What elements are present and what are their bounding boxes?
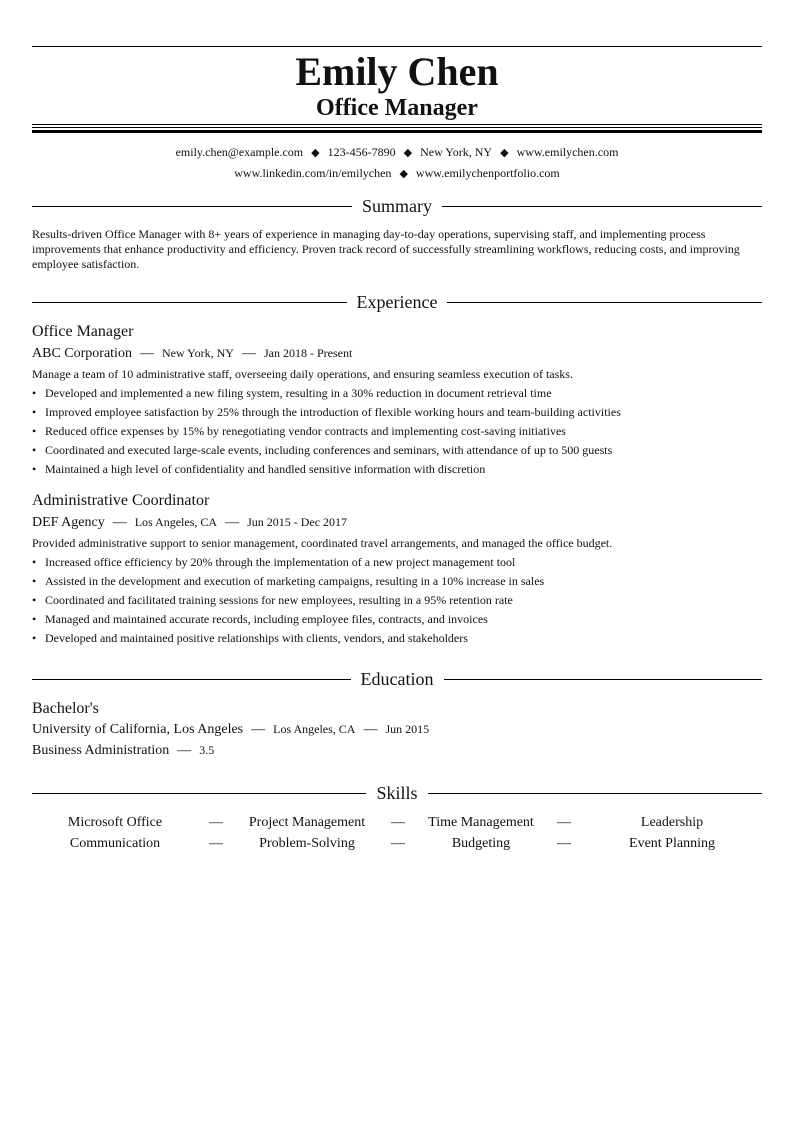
job-meta: ABC Corporation — New York, NY — Jan 2018 - Present [32, 346, 353, 361]
job-dates: Jan 2018 - Present [263, 346, 353, 360]
list-item: • Reduced office expenses by 15% by renegotiating vendor contracts and implementing cost-saving initiatives [32, 422, 762, 441]
bullet-icon: • [32, 574, 37, 588]
skill-item: Microsoft Office [67, 814, 163, 830]
job-description: Manage a team of 10 administrative staff, overseeing daily operations, and ensuring seamless execution of tasks. [32, 367, 573, 381]
bullet-icon: • [32, 593, 37, 607]
job-location: New York, NY [161, 346, 234, 360]
contact-line-2 [32, 163, 762, 184]
job-bullets [32, 384, 762, 479]
job-title: Office Manager [32, 323, 134, 340]
experience-heading [32, 290, 762, 314]
contact-location: New York, NY [420, 145, 493, 159]
education-school: University of California, Los Angeles [32, 722, 244, 737]
contact-phone: 123-456-7890 [327, 145, 396, 159]
education-field-line: Business Administration — 3.5 [32, 743, 215, 758]
skill-item: Event Planning [629, 835, 715, 851]
job-meta: DEF Agency — Los Angeles, CA — Jun 2015 - Dec 2017 [32, 515, 348, 530]
skill-item: Budgeting [451, 835, 511, 851]
diamond-separator-icon: ◆ [500, 147, 509, 159]
education-school-line: University of California, Los Angeles — Los Angeles, CA — Jun 2015 [32, 722, 430, 737]
candidate-title: Office Manager [316, 95, 478, 121]
bullet-icon: • [32, 555, 37, 569]
diamond-separator-icon: ◆ [403, 147, 413, 159]
list-item: • Developed and maintained positive relationships with clients, vendors, and stakeholders [32, 629, 762, 648]
candidate-name: Emily Chen [295, 49, 499, 94]
skills-grid [32, 812, 762, 854]
skill-item: Time Management [428, 814, 534, 830]
job-location: Los Angeles, CA [134, 515, 218, 529]
education-heading [32, 667, 762, 691]
list-item: • Improved employee satisfaction by 25% through the introduction of flexible working hours and team-building activities [32, 403, 762, 422]
job-company: DEF Agency [32, 515, 105, 530]
job-title: Administrative Coordinator [32, 492, 210, 509]
education-heading-label: Education [360, 669, 434, 689]
contact-email[interactable]: emily.chen@example.com [175, 145, 304, 159]
bullet-icon: • [32, 443, 37, 457]
header-bottom-rule [32, 124, 762, 133]
bullet-icon: • [32, 424, 37, 438]
job-description: Provided administrative support to senior management, coordinated travel arrangements, and managed the office budget. [32, 536, 613, 550]
experience-heading-label: Experience [356, 292, 438, 312]
contact-info [32, 142, 762, 184]
list-item: • Coordinated and executed large-scale events, including conferences and seminars, with attendance of up to 500 guests [32, 441, 762, 460]
contact-website[interactable]: www.emilychen.com [516, 145, 619, 159]
diamond-separator-icon: ◆ [311, 147, 320, 159]
summary-heading [32, 194, 762, 218]
skills-heading-label: Skills [376, 783, 418, 803]
bullet-icon: • [32, 386, 37, 400]
skills-row: Communication — Problem-Solving — Budgeting — Event Planning [32, 833, 762, 854]
job-bullets [32, 553, 762, 648]
header-top-rule [32, 46, 762, 47]
education-date: Jun 2015 [385, 722, 430, 736]
list-item: • Coordinated and facilitated training sessions for new employees, resulting in a 95% retention rate [32, 591, 762, 610]
contact-line-1 [32, 142, 762, 163]
education-degree: Bachelor's [32, 700, 99, 717]
resume-page [32, 0, 762, 854]
skills-row: Microsoft Office — Project Management — Time Management — Leadership [32, 812, 762, 833]
contact-portfolio[interactable]: www.emilychenportfolio.com [415, 166, 560, 180]
bullet-icon: • [32, 462, 37, 476]
list-item: • Managed and maintained accurate records, including employee files, contracts, and invoices [32, 610, 762, 629]
diamond-separator-icon: ◆ [399, 168, 408, 180]
job-entry [32, 491, 762, 648]
skill-item: Communication [69, 835, 161, 851]
education-location: Los Angeles, CA [273, 722, 356, 736]
summary-heading-label: Summary [362, 196, 432, 216]
bullet-icon: • [32, 612, 37, 626]
education-gpa: 3.5 [199, 743, 215, 757]
education-field: Business Administration [32, 743, 170, 758]
skills-heading [32, 781, 762, 805]
list-item: • Assisted in the development and execution of marketing campaigns, resulting in a 10% increase in sales [32, 572, 762, 591]
contact-linkedin[interactable]: www.linkedin.com/in/emilychen [234, 166, 392, 180]
summary-text: Results-driven Office Manager with 8+ years of experience in managing day-to-day operations, supervising staff, and implementing process improvements that enhance productivity and efficiency. Proven track record of successfully streamlining workflows, reducing costs, and improving employee satisfaction. [32, 227, 740, 271]
job-entry [32, 322, 762, 479]
list-item: • Developed and implemented a new filing system, resulting in a 30% reduction in document retrieval time [32, 384, 762, 403]
skill-item: Leadership [640, 814, 704, 830]
skill-item: Problem-Solving [259, 835, 355, 851]
list-item: • Increased office efficiency by 20% through the implementation of a new project management tool [32, 553, 762, 572]
bullet-icon: • [32, 631, 37, 645]
skill-item: Project Management [248, 814, 366, 830]
bullet-icon: • [32, 405, 37, 419]
job-dates: Jun 2015 - Dec 2017 [247, 515, 348, 529]
list-item: • Maintained a high level of confidentiality and handled sensitive information with discretion [32, 460, 762, 479]
job-company: ABC Corporation [32, 346, 132, 361]
